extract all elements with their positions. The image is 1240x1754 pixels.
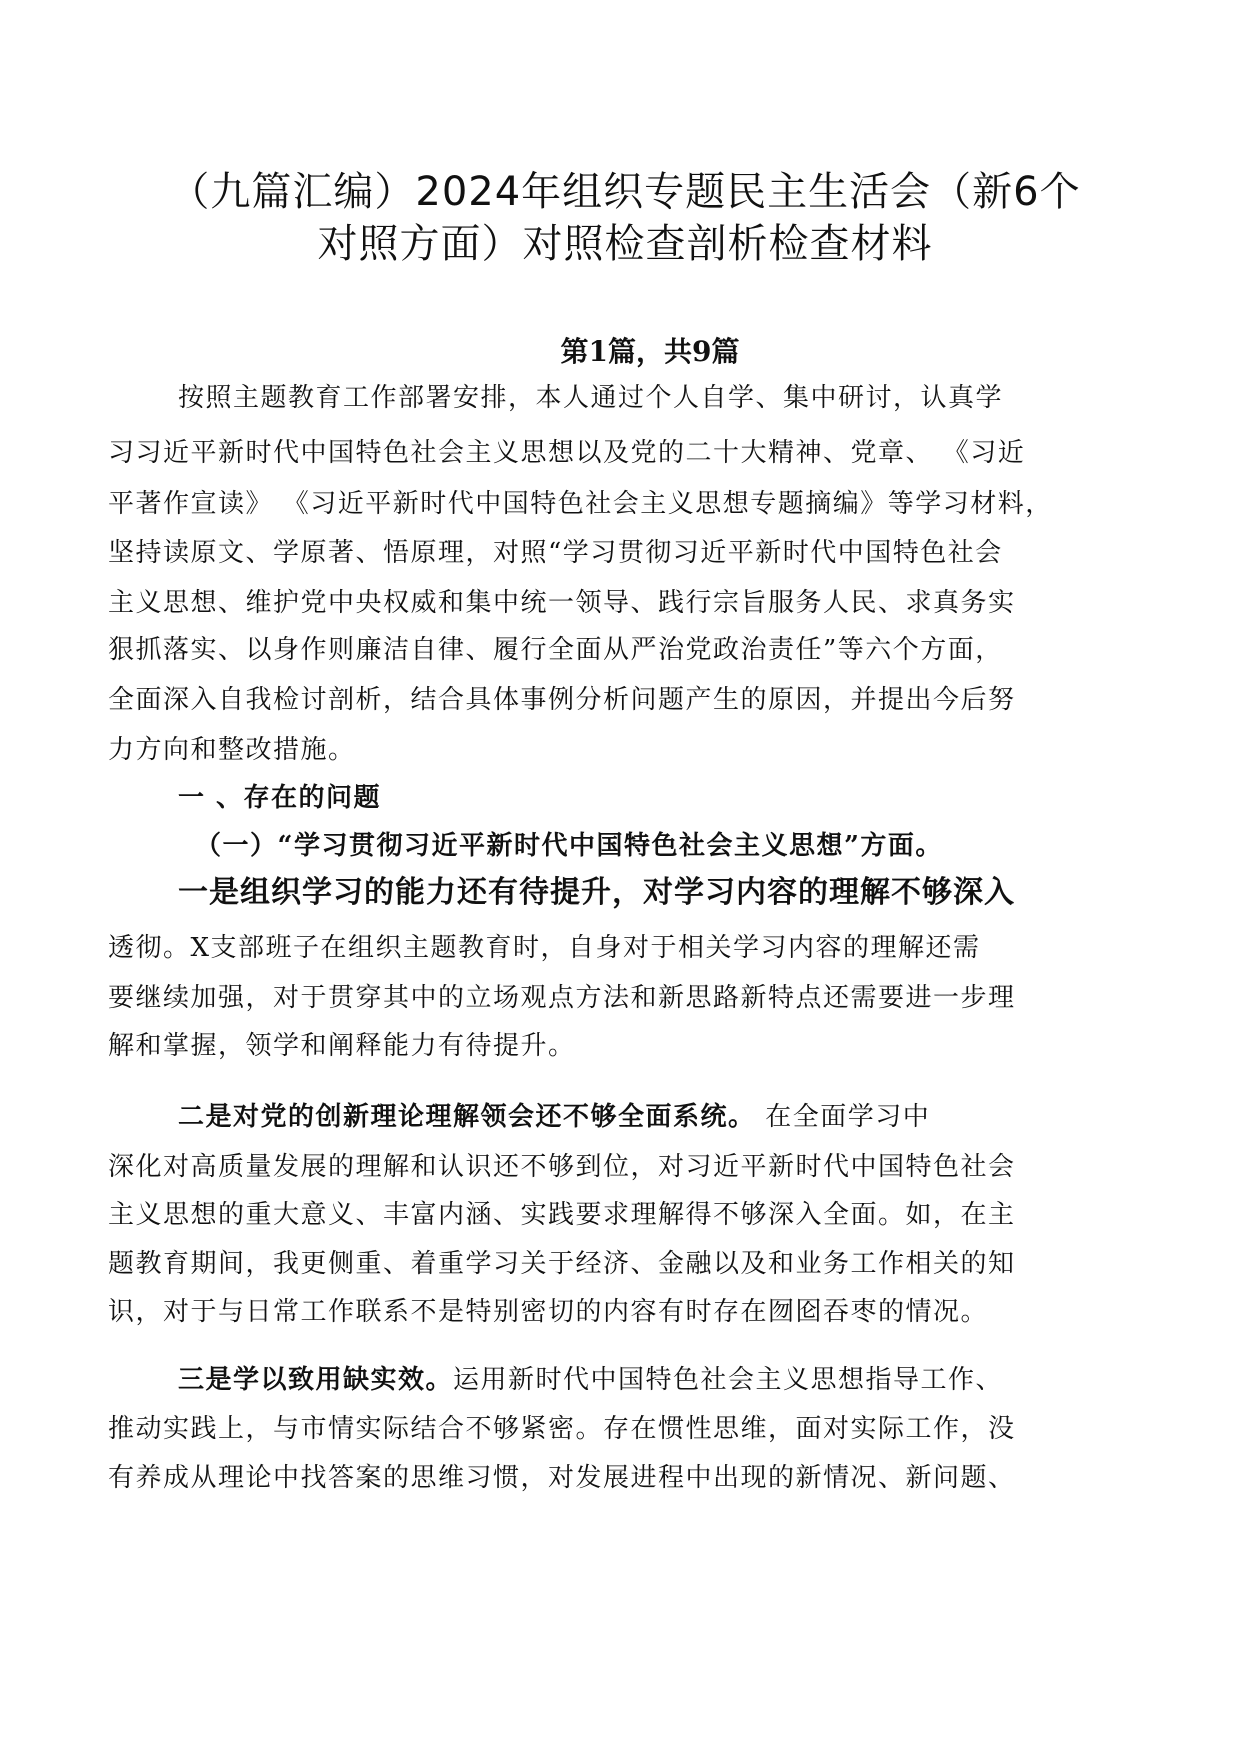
point-heading: 一是组织学习的能力还有待提升，对学习内容的理解不够深入: [178, 875, 1015, 910]
body-line: 按照主题教育工作部署安排，本人通过个人自学、集中研讨，认真学: [178, 383, 1004, 413]
body-line: 推动实践上，与市情实际结合不够紧密。存在惯性思维，面对实际工作，没: [108, 1414, 1016, 1444]
point-rest: 运用新时代中国特色社会主义思想指导工作、: [453, 1365, 1004, 1395]
subsection-heading: （一）“学习贯彻习近平新时代中国特色社会主义思想”方面。: [195, 831, 943, 861]
body-line: 题教育期间，我更侧重、着重学习关于经济、金融以及和业务工作相关的知: [108, 1249, 1016, 1279]
body-line: 习习近平新时代中国特色社会主义思想以及党的二十大精神、党章、 《习近: [108, 438, 1026, 468]
point-lead: 三是学以致用缺实效。: [178, 1365, 454, 1395]
body-line: 全面深入自我检讨剖析，结合具体事例分析问题产生的原因，并提出今后努: [108, 685, 1016, 715]
body-line: 主义思想的重大意义、丰富内涵、实践要求理解得不够深入全面。如，在主: [108, 1200, 1016, 1230]
body-line: 有养成从理论中找答案的思维习惯，对发展进程中出现的新情况、新问题、: [108, 1463, 1016, 1493]
part-label: 第1篇，共9篇: [560, 335, 740, 368]
body-line: 力方向和整改措施。: [108, 735, 356, 765]
point-line: [178, 1100, 930, 1134]
body-line: 主义思想、维护党中央权威和集中统一领导、践行宗旨服务人民、求真务实: [108, 588, 1016, 618]
body-line: 透彻。X支部班子在组织主题教育时，自身对于相关学习内容的理解还需: [108, 933, 981, 963]
section-heading: 一 、存在的问题: [178, 783, 382, 813]
document-title-line-1: （九篇汇编）2024年组织专题民主生活会（新6个: [169, 169, 1081, 215]
point-rest: 在全面学习中: [755, 1102, 931, 1132]
body-line: 平著作宣读》 《习近平新时代中国特色社会主义思想专题摘编》等学习材料，: [108, 489, 1053, 519]
body-line: 深化对高质量发展的理解和认识还不够到位，对习近平新时代中国特色社会: [108, 1152, 1016, 1182]
point-line: [178, 1363, 1003, 1397]
body-line: 狠抓落实、以身作则廉洁自律、履行全面从严治党政治责任”等六个方面，: [108, 635, 1003, 665]
point-lead: 二是对党的创新理论理解领会还不够全面系统。: [178, 1102, 756, 1132]
body-line: 识，对于与日常工作联系不是特别密切的内容有时存在囫囵吞枣的情况。: [108, 1297, 989, 1327]
body-line: 坚持读原文、学原著、悟原理，对照“学习贯彻习近平新时代中国特色社会: [108, 538, 1003, 568]
document-title-line-2: 对照方面）对照检查剖析检查材料: [317, 221, 933, 267]
body-line: 解和掌握，领学和阐释能力有待提升。: [108, 1031, 576, 1061]
body-line: 要继续加强，对于贯穿其中的立场观点方法和新思路新特点还需要进一步理: [108, 983, 1016, 1013]
